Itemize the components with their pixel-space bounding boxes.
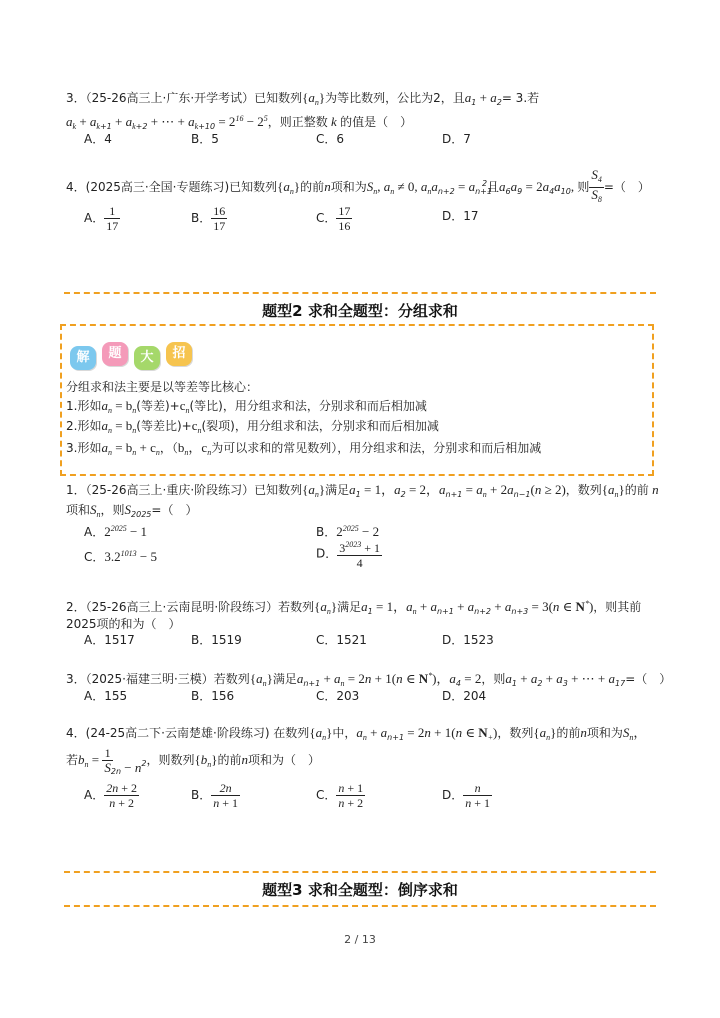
option[interactable]: C．1521 (316, 633, 367, 647)
problem-1-line-1: 1．（25-26高三上·重庆·阶段练习）已知数列$\{a_n\}$满足$a_1 = 1$，$a_2 = 2$，$a_{n+1} = a_n + 2a_{n-1}(n \ge 2)$，数列$\{a_n\}$的前 n (66, 482, 659, 499)
fraction: $\frac{16}{17}$ (213, 204, 226, 233)
tip-badge: 大 (134, 346, 160, 370)
problem-2-line-2: 2025项的和为（ ） (66, 617, 181, 631)
question-text: 的前 (300, 180, 325, 194)
option[interactable]: B．1519 (191, 633, 242, 647)
fraction: $\frac{2n}{n + 1}$ (213, 781, 239, 810)
method-line-3: 3.形如$a_n = b_n + c_n$，（$b_n$，$c_n$为可以求和的常见数列），用分组求和法，分别求和而后相加减 (66, 440, 542, 457)
option[interactable]: D．7 (442, 132, 471, 146)
method-line-1: 1.形如$a_n = b_n$(等差)$+c_n$(等比)，用分组求和法，分别求和而后相加减 (66, 398, 427, 415)
option[interactable]: B．$2^{2025} - 2$ (316, 524, 380, 539)
question-4-line-1: 4．(2025高三·全国·专题练习)已知数列$\{a_n\}$的前n项和为$S_n$, $a_n \ne 0$, $a_na_{n+2} = a_{n+1}^2$且$a_6a_9 = 2a_4a_{10}$, 则 $\frac{S_4}{S_8}$ =（ ） (66, 168, 650, 207)
option[interactable]: C．$3.2^{1013} - 5$ (84, 549, 157, 564)
fraction: $\frac{S_4}{S_8}$ (591, 167, 602, 204)
option[interactable]: C．6 (316, 132, 345, 146)
divider (64, 905, 656, 907)
method-intro: 分组求和法主要是以等差等比核心： (66, 380, 259, 394)
option[interactable]: C．203 (316, 689, 360, 703)
fraction: $\frac{1}{17}$ (106, 204, 119, 233)
option[interactable]: D． $\frac{n}{n + 1}$ (442, 781, 491, 810)
fraction: $\frac{2n + 2}{n + 2}$ (106, 781, 137, 810)
question-text: 为等比数列，公比为2，且 (325, 91, 465, 105)
question-text: 且 (487, 180, 500, 194)
option[interactable]: A．4 (84, 132, 112, 146)
option[interactable]: B．5 (191, 132, 219, 146)
tip-badge: 题 (102, 342, 128, 366)
option[interactable]: D．17 (442, 209, 479, 223)
question-text: 的值是（ ） (340, 115, 413, 129)
option[interactable]: B． $\frac{2n}{n + 1}$ (191, 781, 239, 810)
fraction: $\frac{1}{S}$ (104, 746, 111, 775)
problem-4-line-2: 若$b_n$ = $\frac{1}{S}$ $_{2n} - n^2$，则数列$\{b_n\}$的前n项和为（ ） (66, 746, 321, 776)
option[interactable]: A．$2^{2025} - 1$ (84, 524, 148, 539)
question-text: 3．（25-26高三上·广东·开学考试）已知数列 (66, 91, 303, 105)
divider (64, 871, 656, 873)
tip-badge: 招 (166, 342, 192, 366)
question-text: 项和为 (330, 180, 367, 194)
option[interactable]: D．1523 (442, 633, 494, 647)
option[interactable]: A．155 (84, 689, 128, 703)
problem-4-line-1: 4．(24-25高二下·云南楚雄·阶段练习) 在数列$\{a_n\}$中，$a_n + a_{n+1} = 2n + 1(n$ ∈ $N_+$)，数列$\{a_n\}$的前n项和为$S_n$， (66, 725, 647, 742)
section-title: 题型3 求和全题型：倒序求和 (262, 881, 458, 899)
method-line-2: 2.形如$a_n = b_n$(等差比)$+c_n$(裂项)，用分组求和法，分别求和而后相加减 (66, 418, 439, 435)
question-3-line-2: $a_k + a_{k+1} + a_{k+2}$ + ⋯ + $a_{k+10} = 2^{16} - 2^5$，则正整数 k 的值是（ ） (66, 114, 413, 131)
option[interactable]: A． $\frac{2n + 2}{n + 2}$ (84, 781, 137, 810)
option[interactable]: A． $\frac{1}{17}$ (84, 204, 119, 233)
option[interactable]: A．1517 (84, 633, 135, 647)
option[interactable]: D．204 (442, 689, 487, 703)
fraction: $\frac{17}{16}$ (338, 204, 351, 233)
question-text: =（ ） (603, 180, 650, 194)
question-3-line-1: 3．（25-26高三上·广东·开学考试）已知数列$\{a_n\}$为等比数列，公比为2，且$a_1 + a_2= 3$.若 (66, 90, 540, 107)
fraction: $\frac{3^{2023} + 1}{4}$ (339, 540, 381, 570)
section-title: 题型2 求和全题型：分组求和 (262, 302, 458, 320)
problem-3-line-1: 3．（2025·福建三明·三模）若数列$\{a_n\}$满足$a_{n+1} + a_n = 2n + 1(n$ ∈ N*)，$a_4 = 2$，则$a_1 + a_2 + a_3$ + ⋯ + $a_{17}=$（ ） (66, 671, 672, 688)
page-number: 2 / 13 (344, 933, 376, 946)
problem-1-line-2: 项和$S_n$，则$S_{2025}=$（ ） (66, 502, 198, 519)
question-text: ，则正整数 (267, 115, 328, 129)
divider (64, 292, 656, 294)
question-text: 则 (577, 180, 590, 194)
fraction: $\frac{n + 1}{n + 2}$ (338, 781, 364, 810)
problem-2-line-1: 2．（25-26高三上·云南昆明·阶段练习）若数列$\{a_n\}$满足$a_1 = 1$，$a_n + a_{n+1} + a_{n+2} + a_{n+3} = 3(n$ ∈ N*)，则其前 (66, 599, 642, 616)
tip-badge: 解 (70, 346, 96, 370)
option[interactable]: D． $\frac{3^{2023} + 1}{4}$ (316, 540, 381, 570)
option[interactable]: B．156 (191, 689, 235, 703)
fraction: $\frac{n}{n + 1}$ (465, 781, 491, 810)
option[interactable]: B． $\frac{16}{17}$ (191, 204, 226, 233)
question-text: = 3.若 (501, 91, 540, 105)
option[interactable]: C． $\frac{17}{16}$ (316, 204, 351, 233)
option[interactable]: C． $\frac{n + 1}{n + 2}$ (316, 781, 364, 810)
question-text: 4．(2025高三·全国·专题练习)已知数列 (66, 180, 278, 194)
